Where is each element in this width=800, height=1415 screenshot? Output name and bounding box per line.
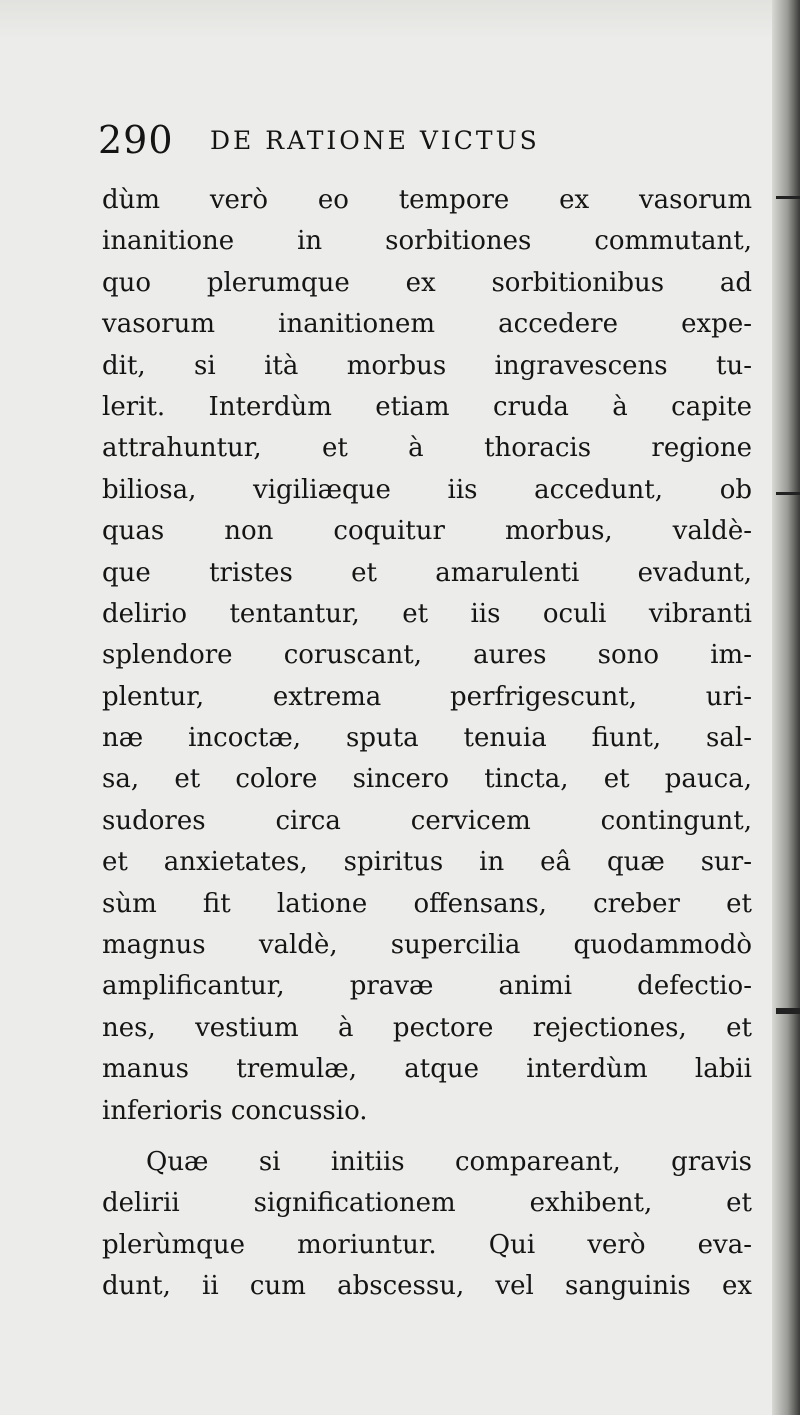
text-line: dit, si ità morbus ingravescens tu-	[102, 350, 752, 381]
paragraph	[102, 1142, 752, 1308]
margin-mark	[776, 492, 800, 495]
text-line: que tristes et amarulenti evadunt,	[102, 557, 752, 588]
text-line: et anxietates, spiritus in eâ quæ sur-	[102, 847, 752, 878]
text-line: dùm verò eo tempore ex vasorum	[102, 185, 752, 215]
text-line: inferioris concussio.	[102, 1095, 368, 1126]
page-number: 290	[98, 118, 174, 162]
text-line: quas non coquitur morbus, valdè-	[102, 516, 752, 547]
text-line: inanitione in sorbitiones commutant,	[102, 226, 752, 257]
text-line: biliosa, vigiliæque iis accedunt, ob	[102, 474, 752, 505]
paragraph	[102, 180, 752, 1132]
text-line: amplificantur, pravæ animi defectio-	[102, 971, 752, 1002]
text-line: sa, et colore sincero tincta, et pauca,	[102, 764, 752, 795]
page-top-shading	[0, 0, 800, 40]
text-line: dunt, ii cum abscessu, vel sanguinis ex	[102, 1271, 752, 1302]
binding-gutter-shadow	[772, 0, 800, 1415]
text-line: manus tremulæ, atque interdùm labii	[102, 1054, 752, 1085]
text-line: sudores circa cervicem contingunt,	[102, 805, 752, 836]
body-text	[102, 180, 752, 1308]
text-line: lerit. Interdùm etiam cruda à capite	[102, 391, 752, 422]
text-line: vasorum inanitionem accedere expe-	[102, 309, 752, 340]
text-line: sùm fit latione offensans, creber et	[102, 888, 752, 919]
margin-mark	[776, 1008, 800, 1014]
text-line: nes, vestium à pectore rejectiones, et	[102, 1012, 752, 1043]
paragraph-gap	[102, 1132, 752, 1142]
page-header	[98, 118, 748, 168]
margin-mark	[776, 196, 800, 199]
running-head: DE RATIONE VICTUS	[210, 126, 540, 155]
text-line: Quæ si initiis compareant, gravis	[146, 1146, 752, 1177]
text-line: delirio tentantur, et iis oculi vibranti	[102, 598, 752, 629]
text-line: quo plerumque ex sorbitionibus ad	[102, 267, 752, 298]
text-line: magnus valdè, supercilia quodammodò	[102, 930, 752, 961]
text-line: plentur, extrema perfrigescunt, uri-	[102, 681, 752, 712]
text-line: attrahuntur, et à thoracis regione	[102, 433, 752, 464]
text-line: delirii significationem exhibent, et	[102, 1188, 752, 1219]
text-line: splendore coruscant, aures sono im-	[102, 640, 752, 671]
text-line: næ incoctæ, sputa tenuia fiunt, sal-	[102, 723, 752, 754]
text-line: plerùmque moriuntur. Qui verò eva-	[102, 1229, 752, 1260]
